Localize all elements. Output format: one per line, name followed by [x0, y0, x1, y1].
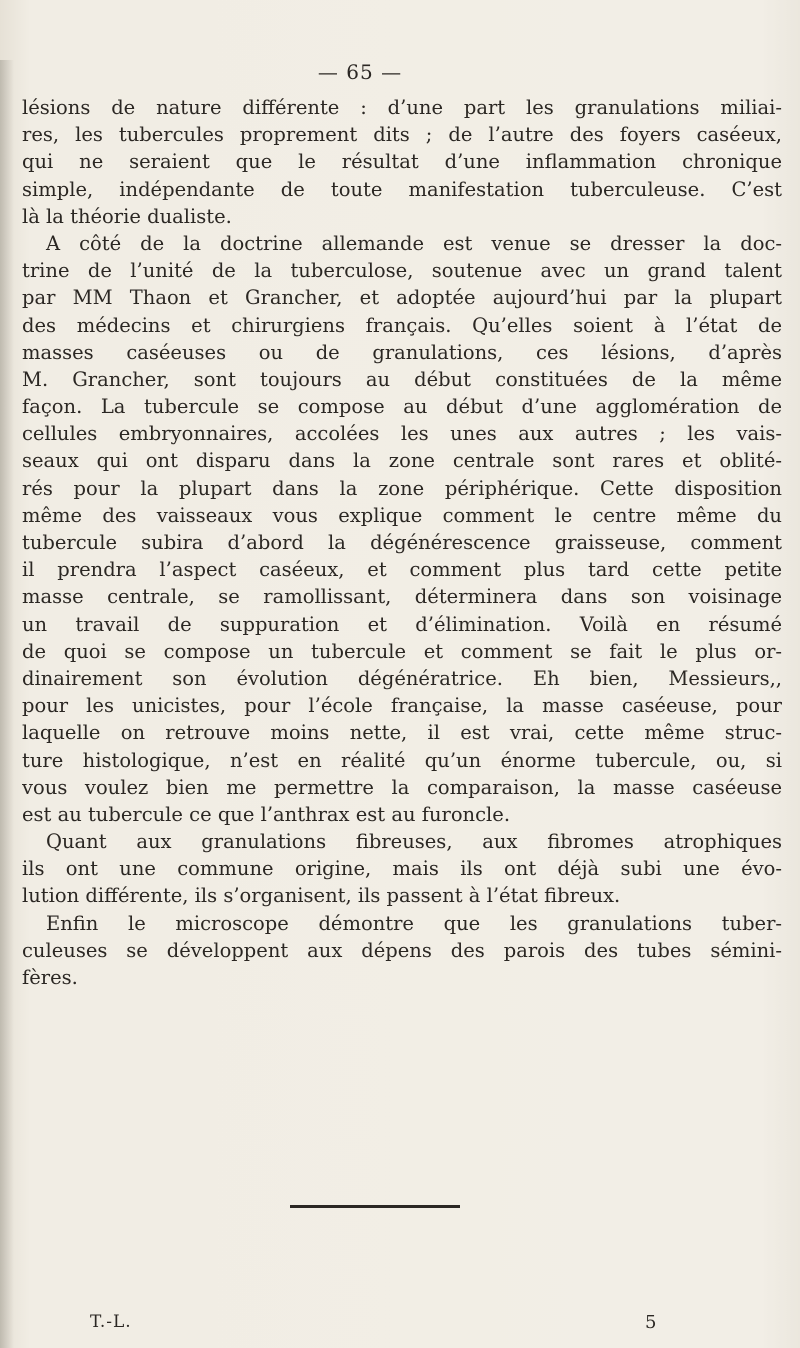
printer-signature: T.-L.: [90, 1312, 132, 1332]
text-line: fères.: [22, 966, 78, 989]
body-text: [22, 94, 782, 991]
text-line: M. Grancher, sont toujours au début constituées de la même: [22, 367, 782, 391]
text-line: res, les tubercules proprement dits ; de l’autre des foyers caséeux,: [22, 123, 782, 147]
text-line: façon. La tubercule se compose au début d’une agglomération de: [22, 395, 782, 419]
text-line: des médecins et chirurgiens français. Qu’elles soient à l’état de: [22, 313, 782, 337]
text-line: par MM Thaon et Grancher, et adoptée aujourd’hui par la plupart: [22, 286, 782, 310]
text-line: pour les unicistes, pour l’école française, la masse caséeuse, pour: [22, 694, 782, 718]
text-line: dinairement son évolution dégénératrice. Eh bien, Messieurs,,: [22, 666, 782, 690]
text-line: seaux qui ont disparu dans la zone centrale sont rares et oblité-: [22, 449, 782, 473]
text-line: rés pour la plupart dans la zone périphérique. Cette disposition: [22, 476, 782, 500]
text-line: lésions de nature différente : d’une part les granulations miliai-: [22, 96, 782, 119]
text-line: ils ont une commune origine, mais ils ont déjà subi une évo-: [22, 857, 782, 881]
text-line: A côté de la doctrine allemande est venue se dresser la doc-: [46, 231, 782, 255]
sheet-number: 5: [645, 1312, 657, 1333]
text-line: cellules embryonnaires, accolées les unes aux autres ; les vais-: [22, 422, 782, 446]
text-line: Quant aux granulations fibreuses, aux fibromes atrophiques: [46, 830, 782, 854]
text-line: est au tubercule ce que l’anthrax est au furoncle.: [22, 802, 511, 826]
text-line: laquelle on retrouve moins nette, il est vrai, cette même struc-: [22, 721, 782, 745]
text-line: masses caséeuses ou de granulations, ces lésions, d’après: [22, 340, 782, 364]
text-line: ture histologique, n’est en réalité qu’un énorme tubercule, ou, si: [22, 748, 782, 772]
binding-shadow: [0, 60, 14, 1348]
section-rule: [290, 1205, 460, 1208]
text-line: lution différente, ils s’organisent, ils passent à l’état fibreux.: [22, 884, 621, 908]
text-line: vous voulez bien me permettre la comparaison, la masse caséeuse: [22, 775, 782, 799]
text-line: de quoi se compose un tubercule et comment se fait le plus or-: [22, 639, 782, 663]
text-line: trine de l’unité de la tuberculose, soutenue avec un grand talent: [22, 259, 782, 283]
text-line: là la théorie dualiste.: [22, 204, 232, 228]
page-number: — 65 —: [317, 60, 403, 84]
text-line: qui ne seraient que le résultat d’une inflammation chronique: [22, 150, 782, 174]
text-line: simple, indépendante de toute manifestation tuberculeuse. C’est: [22, 177, 782, 201]
text-line: culeuses se développent aux dépens des parois des tubes sémini-: [22, 938, 782, 962]
text-line: masse centrale, se ramollissant, déterminera dans son voisinage: [22, 585, 782, 609]
text-line: un travail de suppuration et d’élimination. Voilà en résumé: [22, 612, 782, 636]
text-line: il prendra l’aspect caséeux, et comment plus tard cette petite: [22, 558, 782, 582]
text-line: même des vaisseaux vous explique comment le centre même du: [22, 503, 782, 527]
text-line: tubercule subira d’abord la dégénérescence graisseuse, comment: [22, 531, 782, 554]
text-line: Enfin le microscope démontre que les granulations tuber-: [46, 911, 782, 935]
